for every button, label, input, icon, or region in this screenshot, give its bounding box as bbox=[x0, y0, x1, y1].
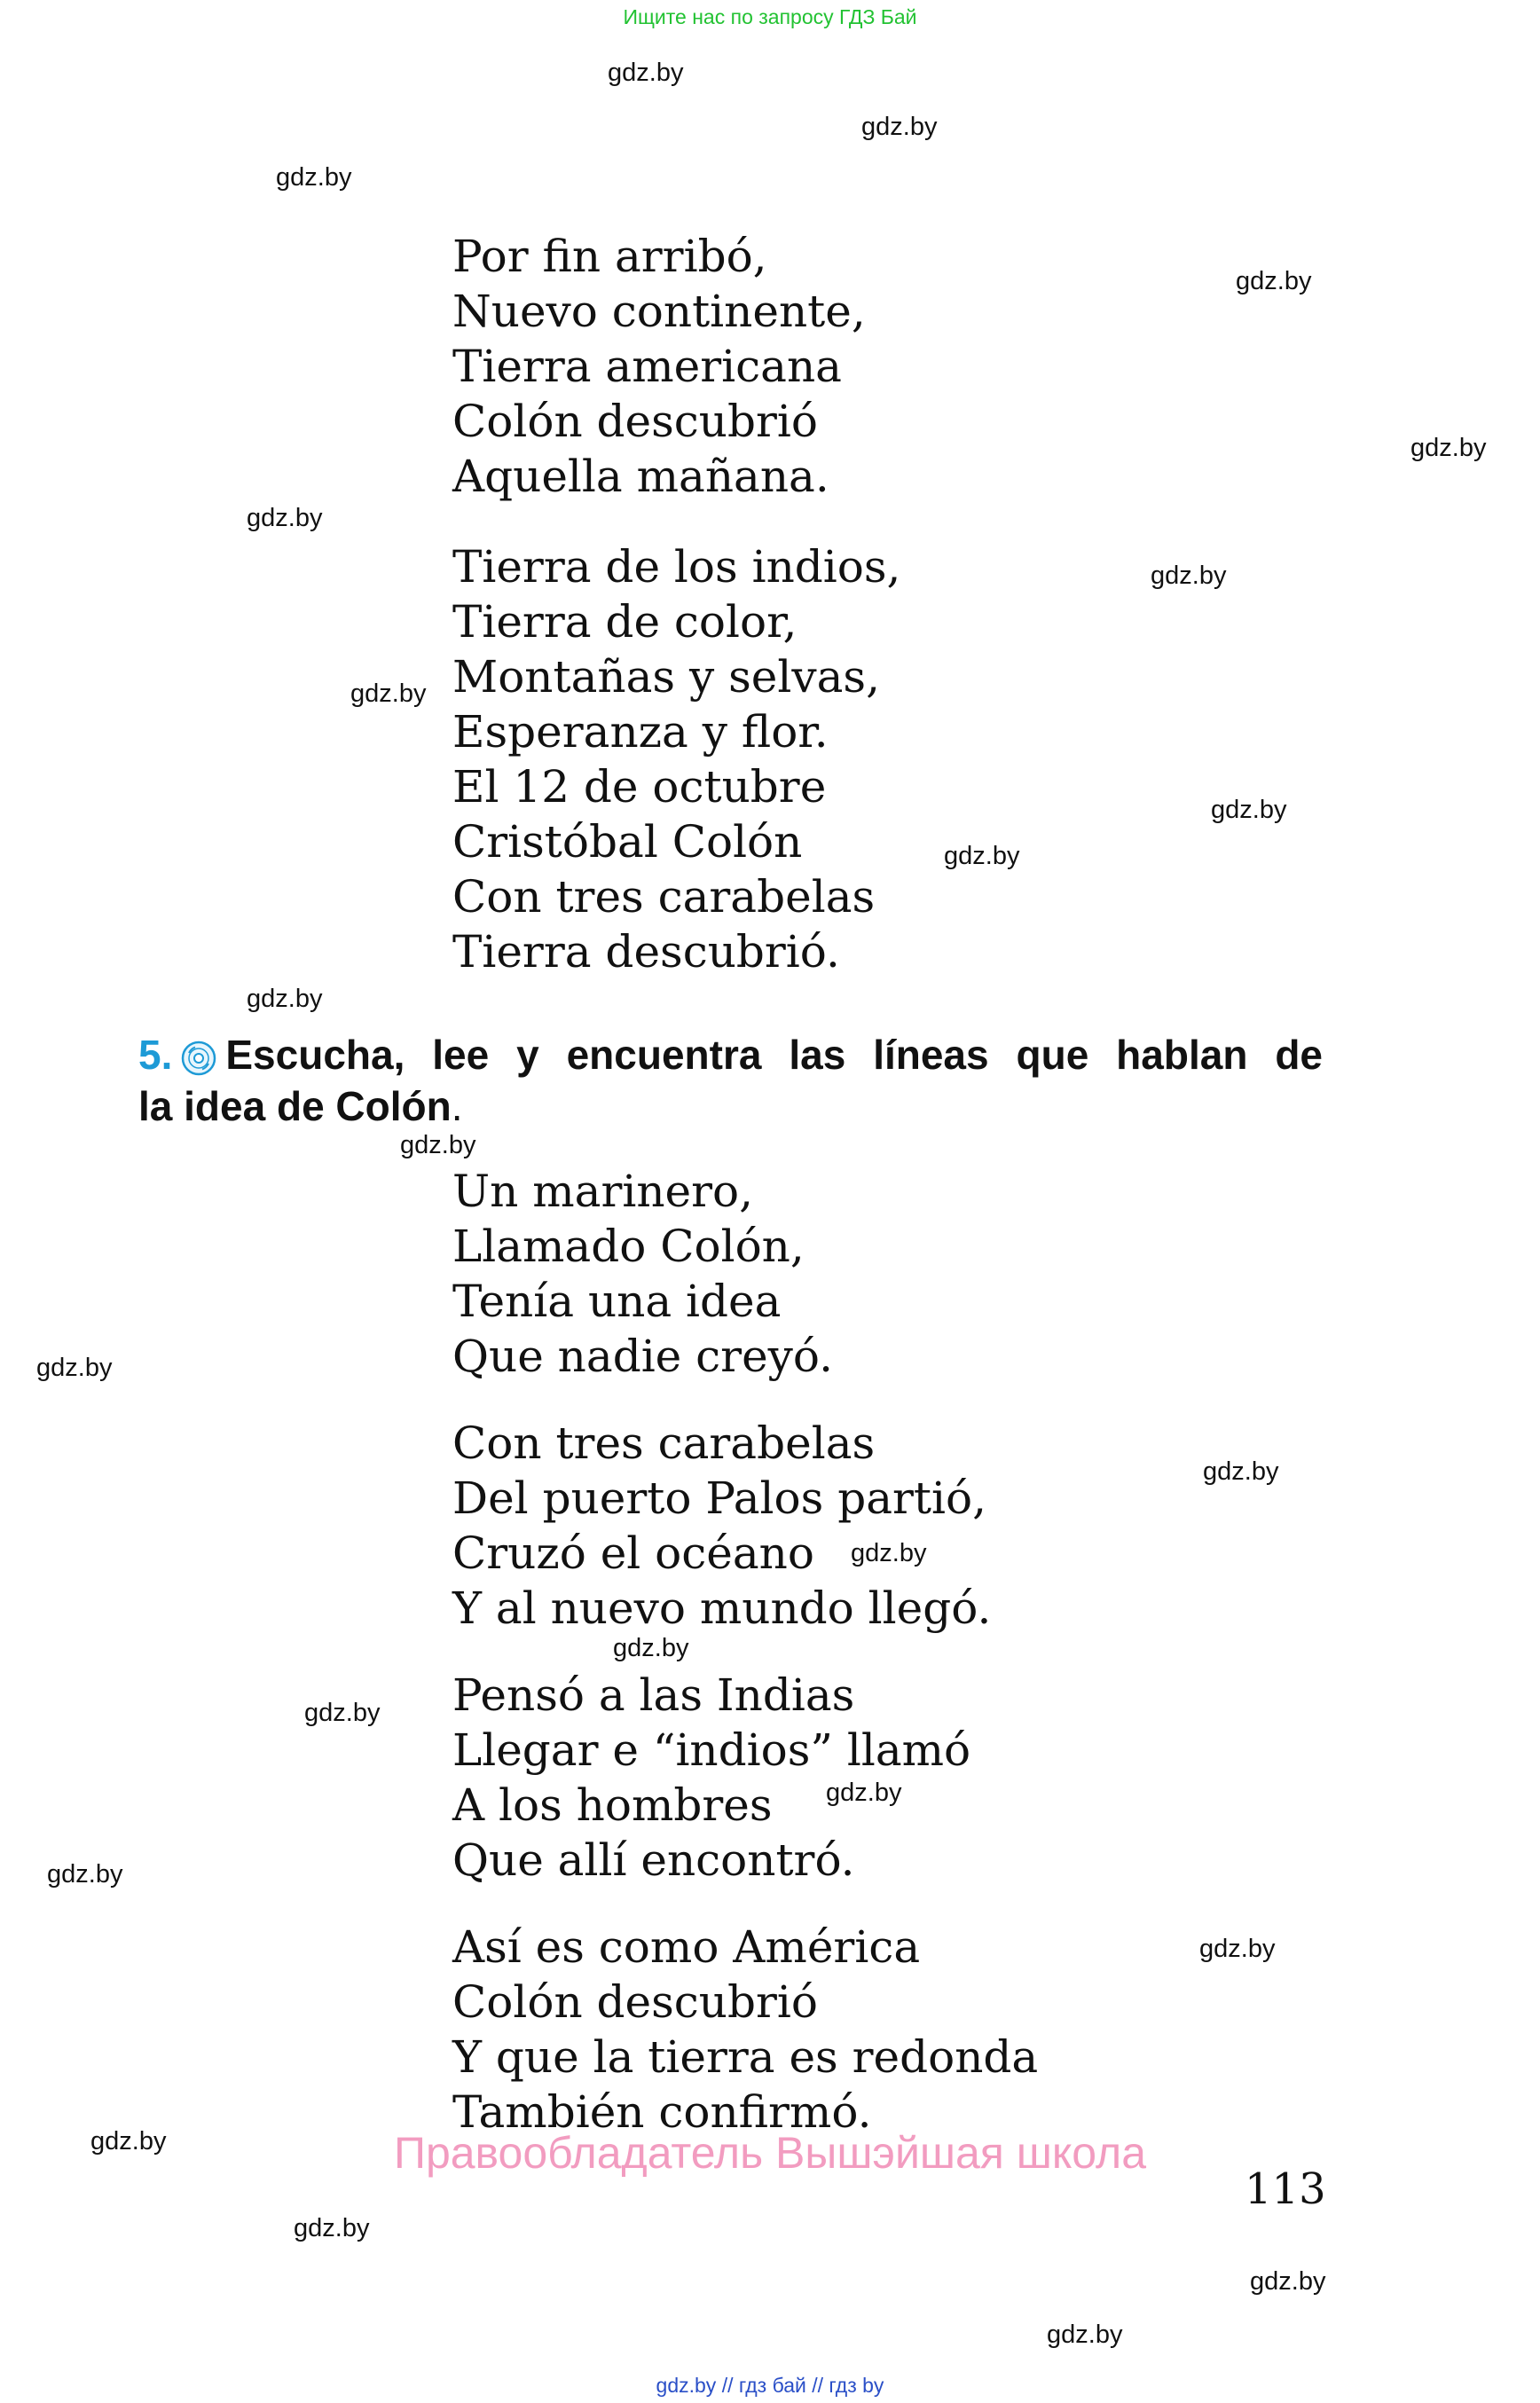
watermark: gdz.by bbox=[1410, 434, 1487, 462]
exercise-lead bbox=[138, 1029, 405, 1080]
watermark: gdz.by bbox=[1203, 1457, 1279, 1486]
poem-stanza bbox=[452, 1164, 833, 1384]
poem-line: Colón descubrió bbox=[452, 1976, 819, 2028]
poem-line: Esperanza y flor. bbox=[452, 706, 829, 758]
exercise-heading-line bbox=[138, 1080, 1323, 1132]
poem-line: Que nadie creyó. bbox=[452, 1331, 834, 1382]
poem-line: Con tres carabelas bbox=[452, 1417, 876, 1469]
poem-line: Así es como América bbox=[452, 1921, 921, 1973]
exercise-word: hablan bbox=[1116, 1032, 1248, 1078]
poem-line: Y que la tierra es redonda bbox=[452, 2031, 1039, 2083]
poem-line: Cristóbal Colón bbox=[452, 816, 803, 868]
exercise-word: Escucha, bbox=[225, 1032, 405, 1078]
watermark: gdz.by bbox=[1211, 796, 1287, 824]
watermark: gdz.by bbox=[944, 842, 1020, 870]
poem-line: Tierra de color, bbox=[452, 596, 798, 648]
poem-line: Tenía una idea bbox=[452, 1276, 782, 1327]
poem-stanza bbox=[452, 229, 866, 504]
poem-line: Nuevo continente, bbox=[452, 286, 866, 337]
poem-line: Cruzó el océano bbox=[452, 1527, 814, 1579]
poem-stanza bbox=[452, 1920, 1038, 2140]
copyright-notice: Правообладатель Вышэйшая школа bbox=[394, 2128, 1146, 2178]
watermark: gdz.by bbox=[247, 504, 323, 532]
poem-line: Y al nuevo mundo llegó. bbox=[452, 1582, 992, 1634]
watermark: gdz.by bbox=[294, 2214, 370, 2242]
exercise-word: lee bbox=[432, 1032, 490, 1078]
poem-line: Con tres carabelas bbox=[452, 871, 876, 923]
watermark: gdz.by bbox=[247, 985, 323, 1013]
exercise-period: . bbox=[451, 1083, 463, 1129]
poem-line: Llamado Colón, bbox=[452, 1221, 805, 1272]
page-number: 113 bbox=[1245, 2164, 1326, 2214]
exercise-word: líneas bbox=[873, 1032, 989, 1078]
poem-line: También confirmó. bbox=[452, 2086, 872, 2138]
watermark: gdz.by bbox=[1250, 2267, 1326, 2296]
watermark: gdz.by bbox=[36, 1354, 113, 1382]
poem-line: A los hombres bbox=[452, 1779, 773, 1831]
poem-stanza bbox=[452, 1668, 970, 1888]
poem-line: Un marinero, bbox=[452, 1166, 754, 1217]
poem-line: El 12 de octubre bbox=[452, 761, 827, 813]
exercise-number: 5. bbox=[138, 1032, 173, 1078]
exercise-word: y bbox=[516, 1032, 539, 1078]
watermark: gdz.by bbox=[276, 163, 352, 192]
poem-line: Del puerto Palos partió, bbox=[452, 1472, 987, 1524]
watermark: gdz.by bbox=[1151, 561, 1227, 590]
bottom-links[interactable]: gdz.by // гдз бай // гдз by bbox=[656, 2374, 884, 2397]
poem-line: Aquella mañana. bbox=[452, 451, 829, 502]
exercise-word: de bbox=[1275, 1032, 1323, 1078]
cd-icon bbox=[181, 1041, 216, 1076]
watermark: gdz.by bbox=[613, 1634, 689, 1662]
watermark: gdz.by bbox=[1236, 267, 1312, 295]
watermark: gdz.by bbox=[851, 1539, 927, 1567]
watermark: gdz.by bbox=[90, 2127, 167, 2156]
watermark: gdz.by bbox=[304, 1699, 381, 1727]
watermark: gdz.by bbox=[826, 1779, 902, 1807]
poem-line: Montañas y selvas, bbox=[452, 651, 880, 703]
watermark: gdz.by bbox=[1199, 1935, 1276, 1963]
watermark: gdz.by bbox=[400, 1131, 476, 1159]
exercise-heading-line bbox=[138, 1029, 1323, 1080]
poem-line: Colón descubrió bbox=[452, 396, 819, 447]
exercise-heading bbox=[138, 1029, 1323, 1132]
top-banner: Ищите нас по запросу ГДЗ Бай bbox=[623, 5, 917, 28]
exercise-text: la idea de Colón bbox=[138, 1083, 452, 1129]
watermark: gdz.by bbox=[47, 1860, 123, 1889]
exercise-word: las bbox=[789, 1032, 846, 1078]
poem-line: Tierra de los indios, bbox=[452, 541, 901, 593]
poem-stanza bbox=[452, 539, 900, 979]
watermark: gdz.by bbox=[1047, 2321, 1123, 2349]
poem-line: Por fin arribó, bbox=[452, 231, 767, 282]
poem-stanza bbox=[452, 1416, 991, 1636]
watermark: gdz.by bbox=[861, 113, 938, 141]
exercise-word: que bbox=[1016, 1032, 1089, 1078]
poem-line: Que allí encontró. bbox=[452, 1834, 855, 1886]
poem-line: Pensó a las Indias bbox=[452, 1669, 855, 1721]
watermark: gdz.by bbox=[608, 59, 684, 87]
watermark: gdz.by bbox=[350, 679, 427, 708]
poem-line: Tierra americana bbox=[452, 341, 842, 392]
poem-line: Tierra descubrió. bbox=[452, 926, 840, 978]
poem-line: Llegar e “indios” llamó bbox=[452, 1724, 971, 1776]
exercise-word: encuentra bbox=[566, 1032, 762, 1078]
